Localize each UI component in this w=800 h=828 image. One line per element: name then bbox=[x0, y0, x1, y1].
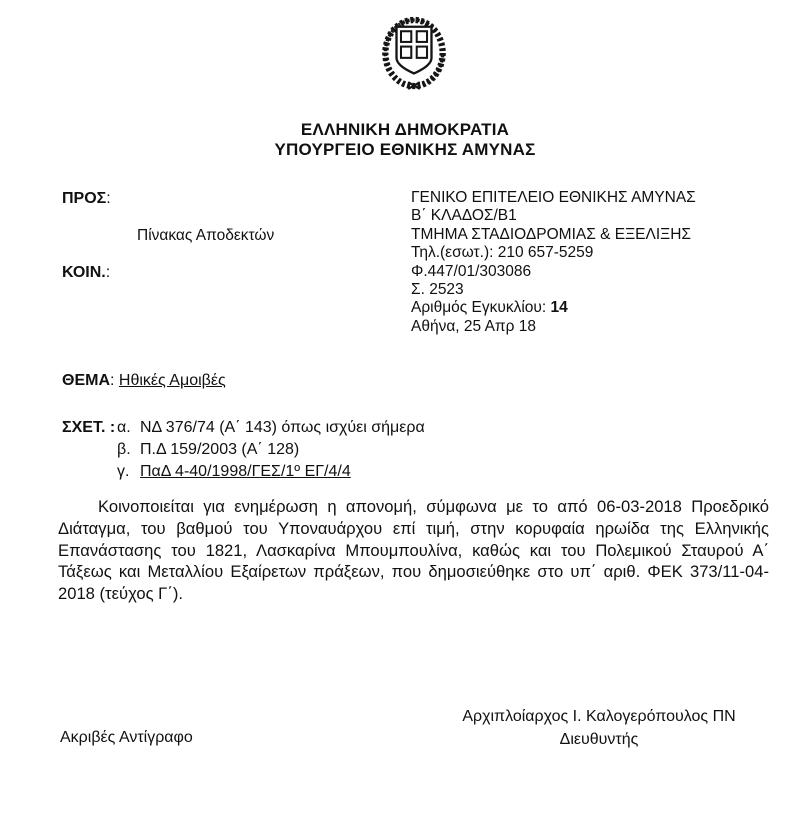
subject-line bbox=[62, 372, 226, 390]
issuer-line-circular bbox=[411, 299, 696, 317]
references-items bbox=[117, 417, 425, 483]
reference-marker: α. bbox=[117, 419, 131, 436]
certified-copy-label: Ακριβές Αντίγραφο bbox=[60, 729, 193, 746]
reference-text: Π.Δ 159/2003 (Α΄ 128) bbox=[140, 441, 300, 458]
circular-label: Αριθμός Εγκυκλίου: bbox=[411, 299, 551, 317]
subject-text: Ηθικές Αμοιβές bbox=[118, 372, 226, 389]
reference-text: ΠαΔ 4-40/1998/ΓΕΣ/1º ΕΓ/4/4 bbox=[140, 463, 351, 480]
issuer-block bbox=[411, 189, 696, 336]
pros-colon: : bbox=[106, 190, 111, 207]
issuer-line-department: ΤΜΗΜΑ ΣΤΑΔΙΟΔΡΟΜΙΑΣ & ΕΞΕΛΙΞΗΣ bbox=[411, 225, 691, 243]
issuer-line-staff: ΓΕΝΙΚΟ ΕΠΙΤΕΛΕΙΟ ΕΘΝΙΚΗΣ ΑΜΥΝΑΣ bbox=[411, 189, 696, 206]
signer-title: Διευθυντής bbox=[559, 730, 639, 748]
reference-marker: γ. bbox=[117, 463, 130, 480]
reference-item bbox=[117, 461, 425, 483]
circular-number: 14 bbox=[550, 299, 568, 317]
issuer-line-phone: Τηλ.(εσωτ.): 210 657-5259 bbox=[411, 244, 594, 262]
greek-coat-of-arms-icon bbox=[380, 12, 448, 94]
reference-text: ΝΔ 376/74 (Α΄ 143) όπως ισχύει σήμερα bbox=[140, 419, 425, 436]
koin-label-text: ΚΟΙΝ. bbox=[62, 264, 106, 281]
pros-label bbox=[62, 190, 111, 208]
reference-marker: β. bbox=[117, 441, 131, 458]
pros-value: Πίνακας Αποδεκτών bbox=[137, 227, 275, 244]
subject-colon: : bbox=[110, 372, 119, 389]
letterhead bbox=[0, 120, 800, 159]
koin-colon: : bbox=[105, 264, 111, 281]
signature-block bbox=[443, 706, 755, 751]
koin-label bbox=[62, 264, 110, 282]
issuer-line-date: Αθήνα, 25 Απρ 18 bbox=[411, 317, 536, 335]
issuer-line-protocol: Φ.447/01/303086 bbox=[411, 262, 532, 280]
pros-label-text: ΠΡΟΣ bbox=[62, 190, 107, 207]
ministry-title: ΥΠΟΥΡΓΕΙΟ ΕΘΝΙΚΗΣ ΑΜΥΝΑΣ bbox=[274, 139, 536, 159]
reference-item bbox=[117, 417, 425, 439]
issuer-line-sigma: Σ. 2523 bbox=[411, 281, 464, 299]
reference-item bbox=[117, 439, 425, 461]
signer-name: Αρχιπλοίαρχος Ι. Καλογερόπουλος ΠΝ bbox=[462, 708, 736, 725]
body-paragraph: Κοινοποιείται για ενημέρωση η απονομή, σύμφωνα με το από 06-03-2018 Προεδρικό Διάταγμα, του βαθμού του Υποναυάρχου επί τιμή, στην κορυφαία ηρωίδα της Ελληνικής Επανάστασης του 1821, Λασκαρίνα Μπουμπουλίνα, καθώς και του Πολεμικού Σταυρού Α΄ Τάξεως και Μεταλλίου Εξαίρετων πράξεων, που δημοσιεύθηκε στο υπ΄ αριθ. ΦΕΚ 373/11-04-2018 (τεύχος Γ΄). bbox=[58, 497, 769, 604]
issuer-line-branch: Β΄ ΚΛΑΔΟΣ/Β1 bbox=[411, 207, 517, 225]
subject-label: ΘΕΜΑ bbox=[62, 372, 110, 389]
references-label: ΣΧΕΤ. : bbox=[62, 419, 116, 436]
references-block bbox=[62, 417, 425, 483]
republic-title: ΕΛΛΗΝΙΚΗ ΔΗΜΟΚΡΑΤΙΑ bbox=[300, 120, 510, 139]
